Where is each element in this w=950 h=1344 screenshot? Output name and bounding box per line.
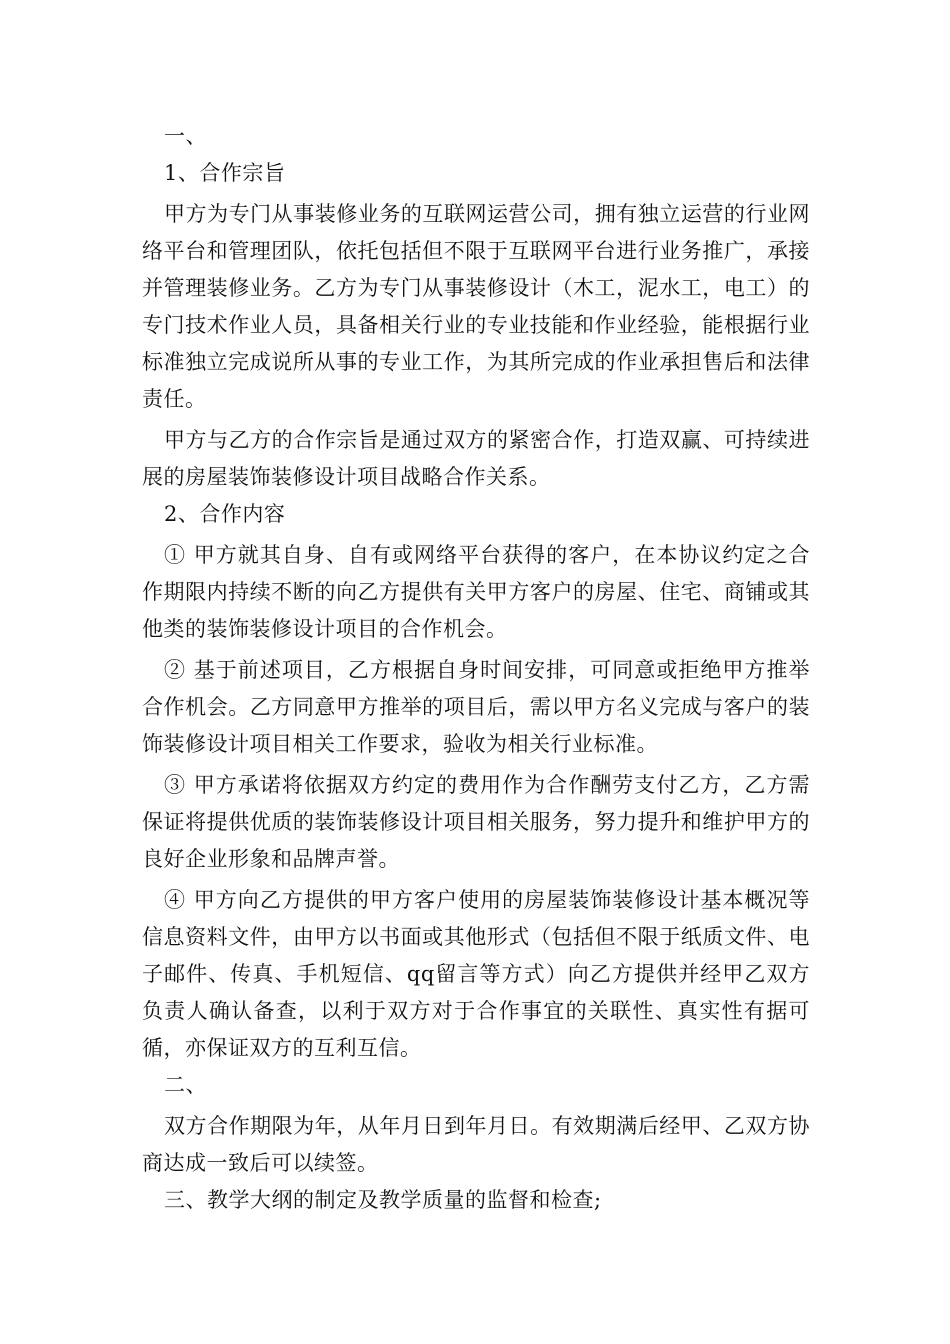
section-heading-2: 二、 [164, 1073, 207, 1097]
subsection-heading-content: 2、合作内容 [164, 502, 286, 526]
paragraph-item-2: ② 基于前述项目，乙方根据自身时间安排，可同意或拒绝甲方推举合作机会。乙方同意甲方推举的项目后，需以甲方名义完成与客户的装饰装修设计项目相关工作要求，验收为相关行业标准。 [142, 658, 810, 756]
paragraph-item-1: ① 甲方就其自身、自有或网络平台获得的客户，在本协议约定之合作期限内持续不断的向乙方提供有关甲方客户的房屋、住宅、商铺或其他类的装饰装修设计项目的合作机会。 [142, 543, 810, 641]
paragraph-item-3: ③ 甲方承诺将依据双方约定的费用作为合作酬劳支付乙方，乙方需保证将提供优质的装饰装修设计项目相关服务，努力提升和维护甲方的良好企业形象和品牌声誉。 [142, 773, 810, 871]
paragraph-cooperation-purpose: 甲方与乙方的合作宗旨是通过双方的紧密合作，打造双赢、可持续进展的房屋装饰装修设计项目战略合作关系。 [142, 428, 810, 489]
section-heading-3: 三、教学大纲的制定及教学质量的监督和检查; [164, 1188, 602, 1212]
paragraph-item-4: ④ 甲方向乙方提供的甲方客户使用的房屋装饰装修设计基本概况等信息资料文件，由甲方以书面或其他形式（包括但不限于纸质文件、电子邮件、传真、手机短信、qq留言等方式）向乙方提供并经甲乙双方负责人确认备查，以利于双方对于合作事宜的关联性、真实性有据可循，亦保证双方的互利互信。 [142, 888, 810, 1060]
section-heading-1: 一、 [164, 124, 207, 148]
paragraph-term: 双方合作期限为年，从年月日到年月日。有效期满后经甲、乙双方协商达成一致后可以续签。 [142, 1114, 810, 1175]
paragraph-party-description: 甲方为专门从事装修业务的互联网运营公司，拥有独立运营的行业网络平台和管理团队，依托包括但不限于互联网平台进行业务推广，承接并管理装修业务。乙方为专门从事装修设计（木工，泥水工，电工）的专门技术作业人员，具备相关行业的专业技能和作业经验，能根据行业标准独立完成说所从事的专业工作，为其所完成的作业承担售后和法律责任。 [142, 202, 810, 411]
document-body [142, 118, 810, 1219]
subsection-heading-purpose: 1、合作宗旨 [164, 161, 286, 185]
